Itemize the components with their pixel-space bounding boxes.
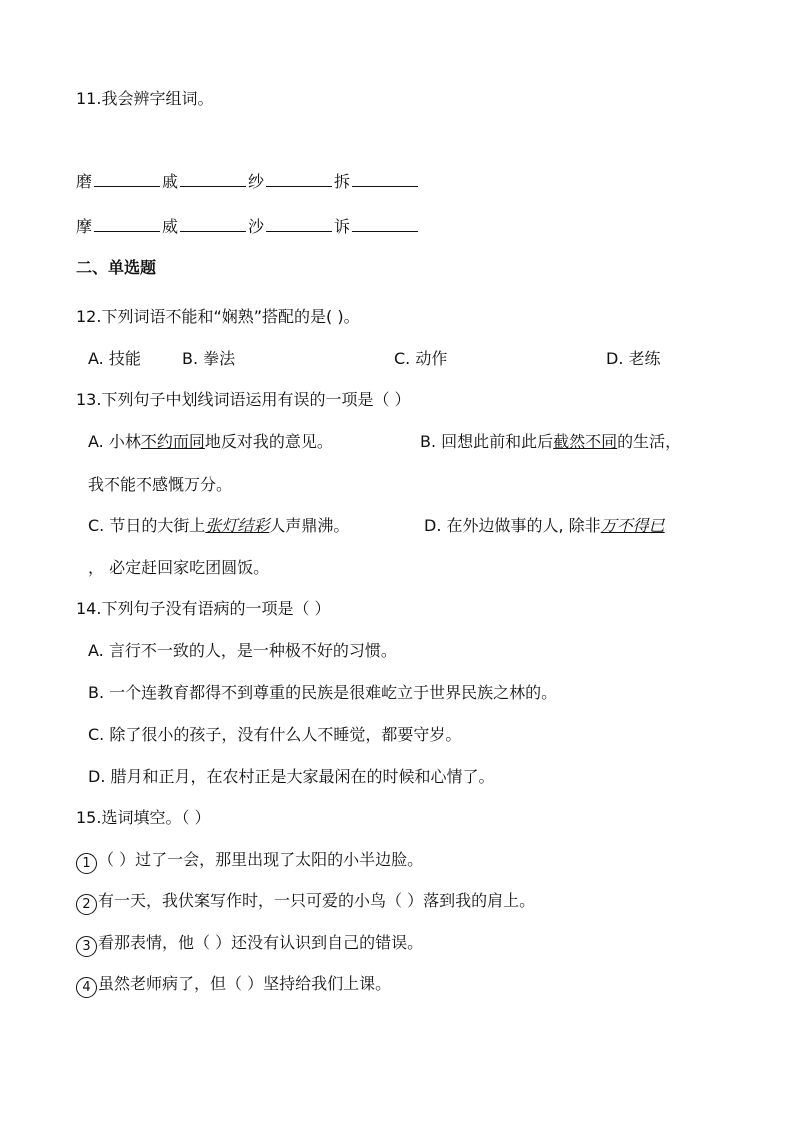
- q13-option-d-continued: ， 必定赶回家吃团圆饭。: [88, 558, 270, 577]
- underlined-word: 截然不同: [553, 432, 618, 451]
- q11-char: 戚: [162, 172, 179, 191]
- q13-c-pre: C. 节日的大街上: [88, 516, 206, 535]
- q11-char: 磨: [76, 172, 93, 191]
- q15-item-text: 有一天，我伏案写作时，一只可爱的小鸟（ ）落到我的肩上。: [98, 891, 536, 910]
- q12-option-a[interactable]: A. 技能: [88, 349, 141, 368]
- q11-char: 纱: [248, 172, 265, 191]
- q14-option-b[interactable]: B. 一个连教育都得不到尊重的民族是很难屹立于世界民族之林的。: [88, 683, 558, 702]
- answer-blank[interactable]: [266, 216, 332, 232]
- q14-option-d[interactable]: D. 腊月和正月，在农村正是大家最闲在的时候和心情了。: [88, 767, 495, 786]
- q12-option-b[interactable]: B. 拳法: [182, 349, 236, 368]
- circled-number: 4: [76, 977, 97, 998]
- q12-option-c[interactable]: C. 动作: [394, 349, 448, 368]
- q11-row-2: [76, 216, 420, 238]
- q11-char: 沙: [248, 217, 265, 236]
- q11-char: 威: [162, 217, 179, 236]
- answer-blank[interactable]: [266, 171, 332, 187]
- underlined-word: 万不得已: [600, 516, 665, 535]
- q13-b-pre: B. 回想此前和此后: [420, 432, 554, 451]
- q11-title: 11.我会辨字组词。: [76, 89, 214, 108]
- answer-blank[interactable]: [352, 216, 418, 232]
- q15-stem: 15.选词填空。（ ）: [76, 808, 211, 827]
- answer-blank[interactable]: [180, 216, 246, 232]
- q15-item-2: [76, 890, 535, 915]
- q13-option-d[interactable]: [424, 515, 665, 537]
- q13-option-c[interactable]: [88, 515, 349, 537]
- q13-option-b[interactable]: [420, 431, 681, 453]
- q13-option-a[interactable]: [88, 431, 333, 453]
- q13-stem: 13.下列句子中划线词语运用有误的一项是（ ）: [76, 390, 411, 409]
- q13-c-post: 人声鼎沸。: [269, 516, 350, 535]
- underlined-word: 张灯结彩: [205, 516, 270, 535]
- q14-option-c[interactable]: C. 除了很小的孩子，没有什么人不睡觉，都要守岁。: [88, 725, 462, 744]
- q15-item-4: [76, 973, 391, 998]
- q11-char: 拆: [334, 172, 351, 191]
- q15-item-3: [76, 932, 423, 957]
- answer-blank[interactable]: [94, 171, 160, 187]
- q11-char: 摩: [76, 217, 93, 236]
- q13-b-post: 的生活，: [617, 432, 682, 451]
- q13-a-pre: A. 小林: [88, 432, 141, 451]
- q15-item-text: 虽然老师病了，但（ ）坚持给我们上课。: [98, 974, 392, 993]
- q15-item-1: [76, 849, 423, 874]
- q11-char: 诉: [334, 217, 351, 236]
- q15-item-text: 看那表情，他（ ）还没有认识到自己的错误。: [98, 933, 424, 952]
- q12-option-d[interactable]: D. 老练: [606, 349, 661, 368]
- q12-stem: 12.下列词语不能和“娴熟”搭配的是( )。: [76, 307, 360, 326]
- q13-a-post: 地反对我的意见。: [204, 432, 333, 451]
- circled-number: 1: [76, 853, 97, 874]
- q14-stem: 14.下列句子没有语病的一项是（ ）: [76, 599, 331, 618]
- q11-row-1: [76, 171, 420, 193]
- answer-blank[interactable]: [94, 216, 160, 232]
- q15-item-text: （ ）过了一会，那里出现了太阳的小半边脸。: [98, 850, 424, 869]
- answer-blank[interactable]: [180, 171, 246, 187]
- circled-number: 3: [76, 936, 97, 957]
- circled-number: 2: [76, 894, 97, 915]
- q14-option-a[interactable]: A. 言行不一致的人，是一种极不好的习惯。: [88, 641, 397, 660]
- underlined-word: 不约而同: [140, 432, 205, 451]
- q13-option-b-continued: 我不能不感慨万分。: [88, 475, 233, 494]
- section-title: 二、单选题: [76, 258, 157, 277]
- answer-blank[interactable]: [352, 171, 418, 187]
- q13-d-pre: D. 在外边做事的人, 除非: [424, 516, 601, 535]
